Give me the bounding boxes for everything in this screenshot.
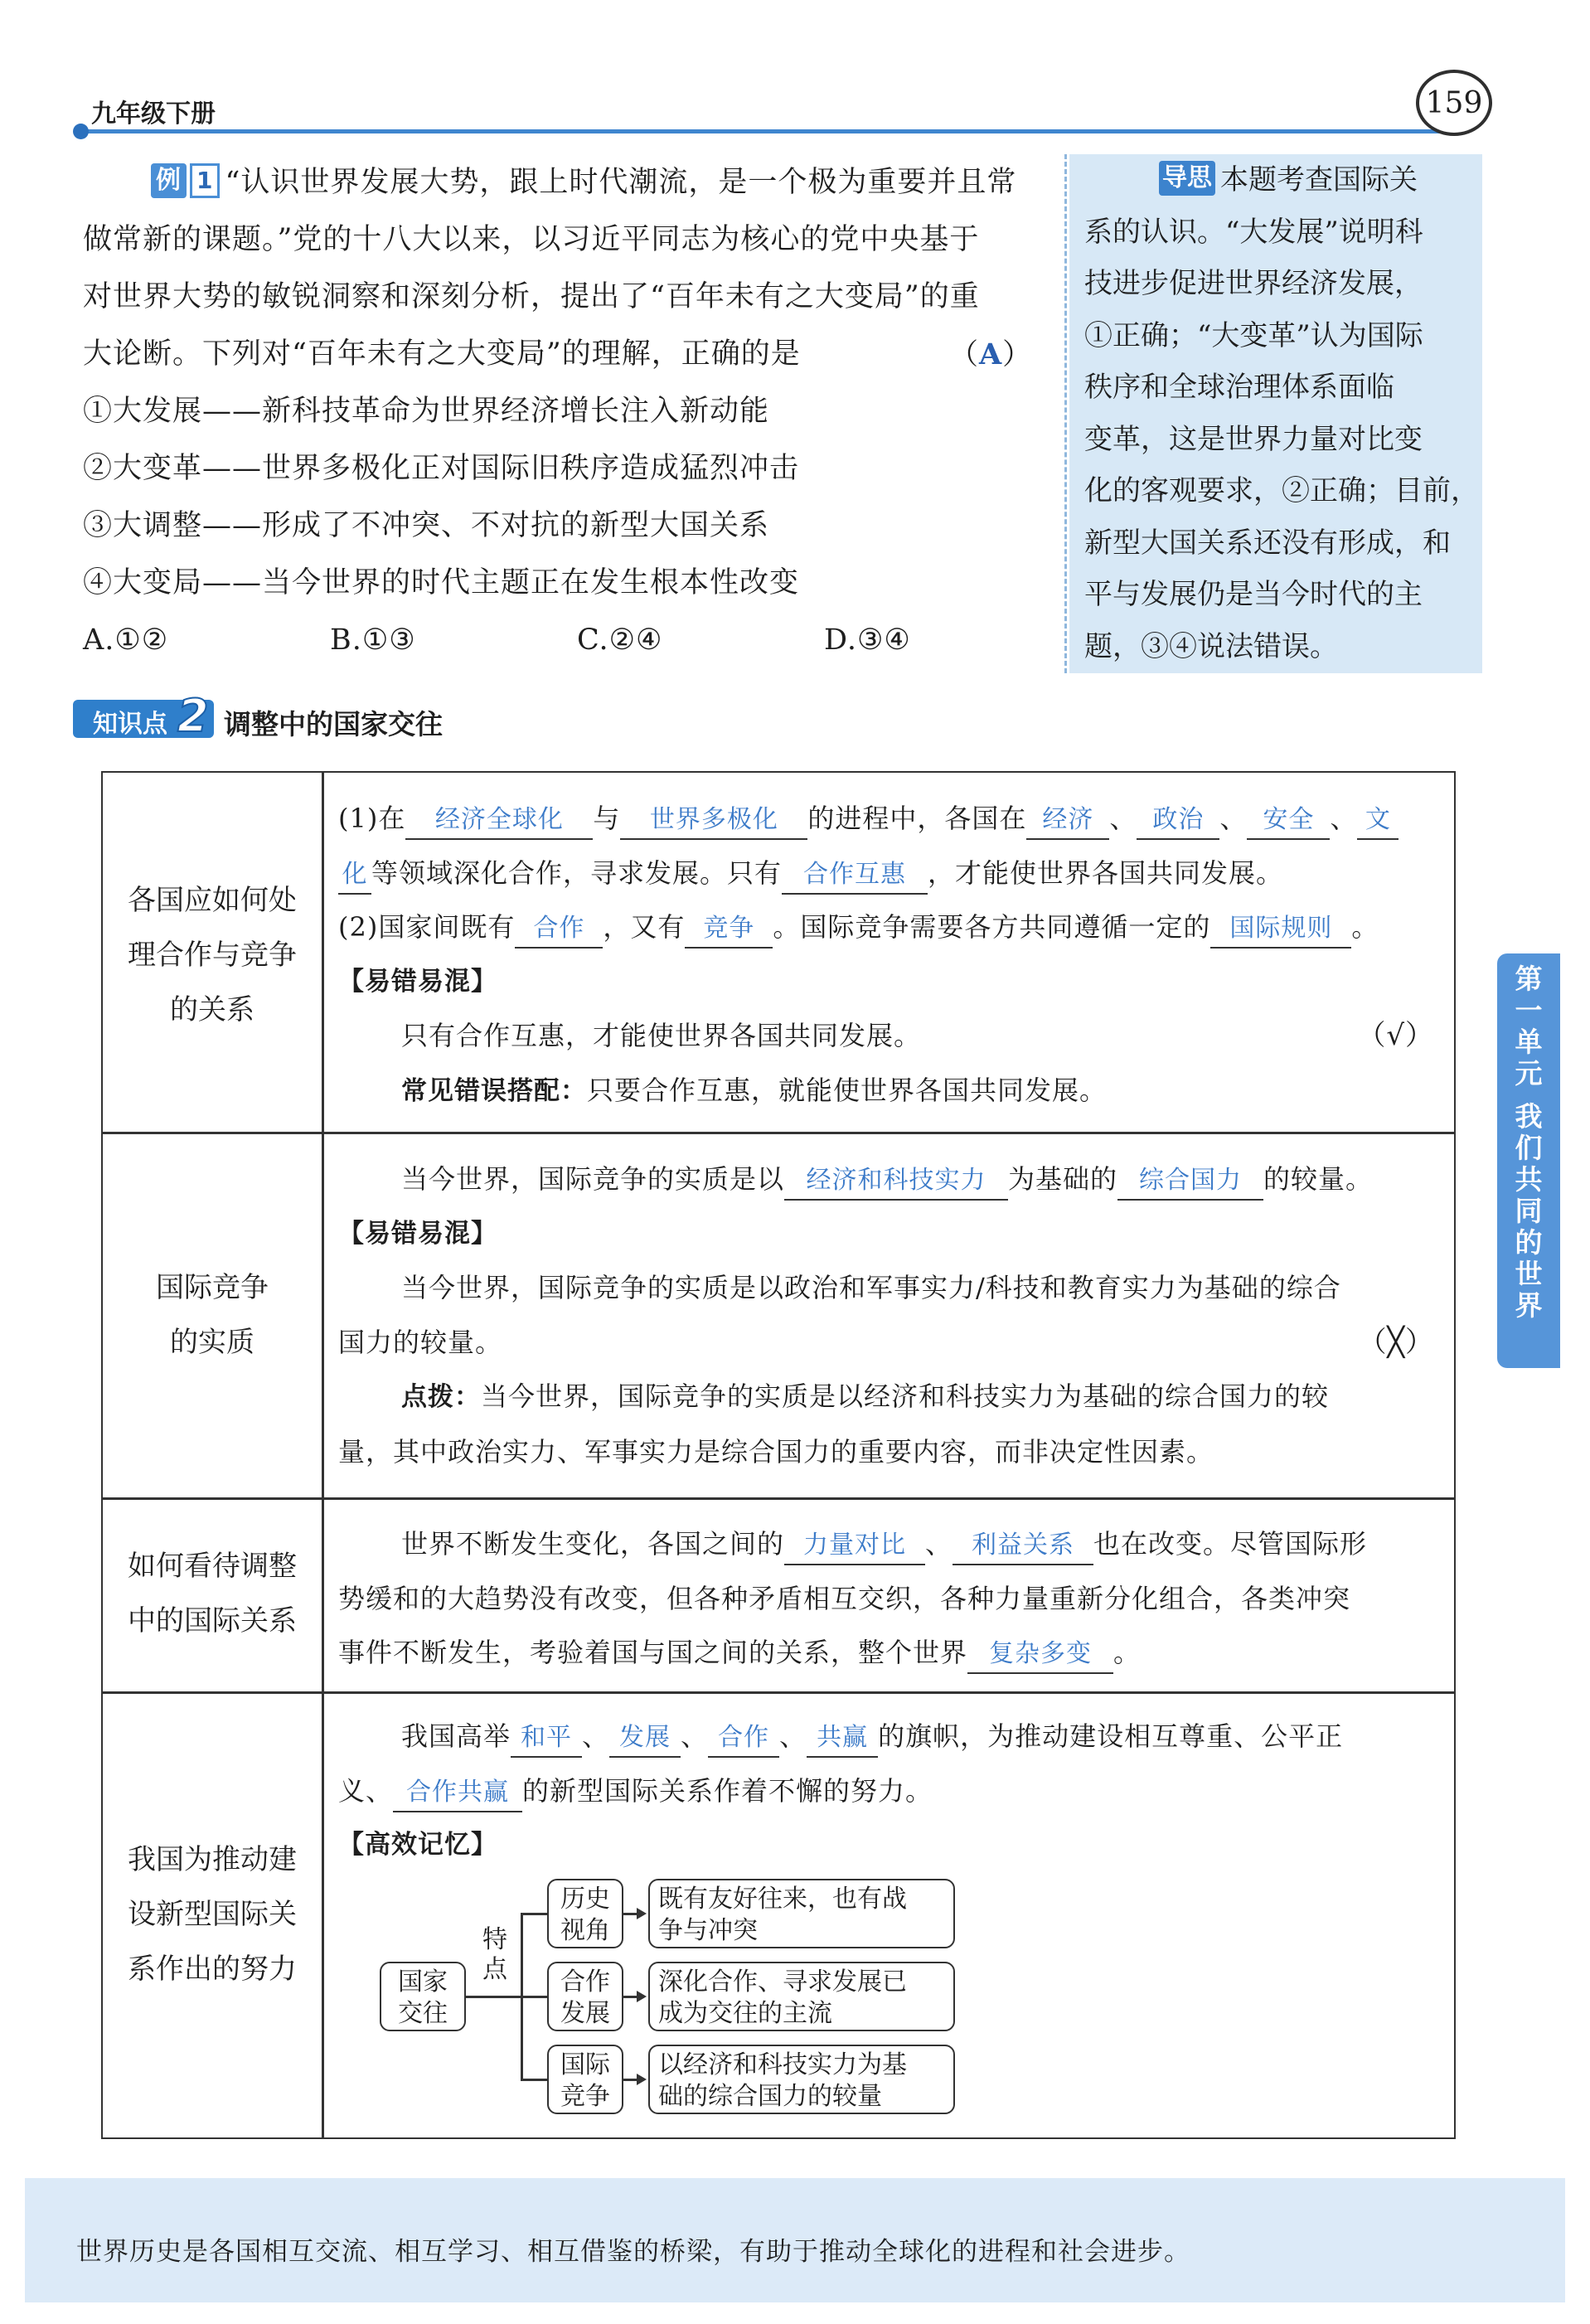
row4-content <box>338 1710 1446 1873</box>
blank: 合作 <box>708 1720 779 1758</box>
example-line-4: 大论断。下列对“百年未有之大变局”的理解，正确的是 <box>83 337 801 371</box>
blank: 复杂多变 <box>967 1636 1113 1674</box>
guide-line-2: 系的认识。“大发展”说明科 <box>1084 215 1423 249</box>
diagram-value-1: 既有友好往来，也有战 争与冲突 <box>648 1879 955 1948</box>
guide-line-3: 技进步促进世界经济发展， <box>1084 267 1423 300</box>
guide-line-7: 化的客观要求，②正确；目前， <box>1084 474 1479 507</box>
row1-line1: (1)在 经济全球化 与 世界多极化 的进程中，各国在 经济 、 政治 、 安全 、 文 <box>338 792 1446 847</box>
row2-label: 【易错易混】 <box>338 1218 497 1249</box>
topic-line: 系作出的努力 <box>128 1953 297 1986</box>
diagram-key-1: 历史 视角 <box>547 1879 623 1948</box>
memory-diagram <box>373 1875 986 2116</box>
connector <box>466 1996 521 1998</box>
guide-box <box>1069 154 1482 673</box>
blank: 经济 <box>1026 802 1109 840</box>
choice-c: C.②④ <box>577 623 663 657</box>
diagram-value-3: 以经济和科技实力为基 础的综合国力的较量 <box>648 2045 955 2114</box>
guide-line-4: ①正确；“大变革”认为国际 <box>1084 318 1423 352</box>
blank: 合作互惠 <box>782 856 928 895</box>
arrow-head <box>637 1908 647 1919</box>
answer-open: （ <box>949 338 980 371</box>
topic-line: 如何看待调整 <box>128 1550 297 1583</box>
connector <box>521 1913 547 1915</box>
blank: 合作共赢 <box>393 1774 522 1812</box>
row-divider-1 <box>101 1132 1456 1134</box>
choice-b: B.①③ <box>330 623 416 657</box>
row1-statement: 只有合作互惠，才能使世界各国共同发展。 （√） <box>338 1009 1446 1064</box>
arrow-head <box>637 1991 647 2002</box>
option-2: ②大变革——世界多极化正对国际旧秩序造成猛烈冲击 <box>83 452 800 485</box>
section-number: 2 <box>177 690 209 742</box>
row1-topic <box>103 873 322 1037</box>
connector <box>521 1996 547 1998</box>
example-number: 1 <box>190 163 220 198</box>
topic-line: 中的国际关系 <box>128 1604 297 1637</box>
row1-line2: 化 等领域深化合作，寻求发展。只有 合作互惠 ，才能使世界各国共同发展。 <box>338 847 1446 901</box>
example-text: “认识世界发展大势，跟上时代潮流，是一个极为重要并且常 <box>225 166 1017 199</box>
guide-separator <box>1064 154 1067 673</box>
row2-content <box>338 1152 1446 1479</box>
correct-mark: （√） <box>1357 1019 1434 1052</box>
arrow-head <box>637 2074 647 2085</box>
guide-line-8: 新型大国关系还没有形成，和 <box>1084 526 1451 560</box>
table-divider <box>322 771 324 2139</box>
row3-line3: 事件不断发生，考验着国与国之间的关系，整个世界 复杂多变 。 <box>338 1626 1446 1681</box>
topic-line: 的关系 <box>170 993 254 1026</box>
answer-bracket <box>949 326 1032 384</box>
guide-tag: 导思 <box>1159 161 1215 196</box>
header-rule <box>83 129 1442 133</box>
row2-tip-2: 量，其中政治实力、军事实力是综合国力的重要内容，而非决定性因素。 <box>338 1435 1214 1468</box>
footer-text: 世界历史是各国相互交流、相互学习、相互借鉴的桥梁，有助于推动全球化的进程和社会进步。 <box>76 2237 1190 2267</box>
answer-letter: A <box>979 337 1003 371</box>
answer-close: ） <box>1002 338 1033 371</box>
section-title: 调整中的国家交往 <box>224 708 443 740</box>
blank: 安全 <box>1247 802 1330 840</box>
topic-line: 设新型国际关 <box>128 1898 297 1931</box>
option-1: ①大发展——新科技革命为世界经济增长注入新动能 <box>83 395 770 428</box>
row3-line1: 世界不断发生变化，各国之间的 力量对比 、 利益关系 也在改变。尽管国际形 <box>338 1517 1446 1572</box>
example-line-1 <box>151 154 1016 211</box>
topic-line: 我国为推动建 <box>128 1843 297 1876</box>
row4-line2: 义、 合作共赢 的新型国际关系作着不懈的努力。 <box>338 1764 1446 1819</box>
unit-side-tab[interactable]: 第 一 单 元 我 们 共 同 的 世 界 <box>1497 953 1560 1368</box>
connector <box>521 2079 547 2081</box>
diagram-key-3: 国际 竞争 <box>547 2045 623 2114</box>
row1-label: 【易错易混】 <box>338 966 497 997</box>
guide-line-6: 变革，这是世界力量对比变 <box>1084 422 1423 456</box>
blank: 化 <box>338 856 371 895</box>
row3-line2: 势缓和的大趋势没有改变，但各种矛盾相互交织，各种力量重新分化组合，各类冲突 <box>338 1582 1351 1614</box>
diagram-value-2: 深化合作、寻求发展已 成为交往的主流 <box>648 1962 955 2031</box>
section-label: 知识点 <box>93 710 167 739</box>
header-dot <box>73 124 89 139</box>
row-divider-2 <box>101 1497 1456 1500</box>
blank: 国际规则 <box>1210 910 1351 949</box>
diagram-mid-label: 特点 <box>482 1925 507 1984</box>
guide-line-10: 题，③④说法错误。 <box>1084 629 1338 663</box>
diagram-key-2: 合作 发展 <box>547 1962 623 2031</box>
row1-line3: (2)国家间既有 合作 ，又有 竞争 。国际竞争需要各方共同遵循一定的 国际规则 。 <box>338 900 1446 955</box>
choice-a: A.①② <box>83 623 169 657</box>
guide-line-5: 秩序和全球治理体系面临 <box>1084 371 1394 404</box>
row-divider-3 <box>101 1691 1456 1694</box>
topic-line: 国际竞争 <box>156 1271 269 1304</box>
blank: 和平 <box>511 1720 582 1758</box>
blank: 经济和科技实力 <box>784 1162 1008 1201</box>
blank: 世界多极化 <box>620 802 807 840</box>
row1-content <box>338 792 1446 1118</box>
wrong-mark: （╳） <box>1358 1325 1434 1359</box>
row2-statement-2: 国力的较量。 （╳） <box>338 1316 1446 1371</box>
guide-line-1 <box>1069 154 1482 206</box>
blank: 文 <box>1357 802 1399 840</box>
guide-line-9: 平与发展仍是当今时代的主 <box>1084 578 1423 611</box>
diagram-root: 国家 交往 <box>380 1962 466 2031</box>
guide-text: 本题考查国际关 <box>1220 163 1418 196</box>
example-line-3: 对世界大势的敏锐洞察和深刻分析，提出了“百年未有之大变局”的重 <box>83 280 980 313</box>
grade-label: 九年级下册 <box>91 99 216 129</box>
blank: 合作 <box>515 910 603 949</box>
row2-topic <box>103 1260 322 1370</box>
blank: 力量对比 <box>784 1527 925 1565</box>
row2-statement-1: 当今世界，国际竞争的实质是以政治和军事实力/科技和教育实力为基础的综合 <box>401 1272 1341 1303</box>
topic-line: 的实质 <box>170 1326 254 1359</box>
row3-content <box>338 1517 1446 1681</box>
row1-common-error: 常见错误搭配：只要合作互惠，就能使世界各国共同发展。 <box>401 1074 1108 1106</box>
choice-d: D.③④ <box>824 623 911 657</box>
page-number: 159 <box>1416 70 1492 136</box>
topic-line: 理合作与竞争 <box>128 939 297 972</box>
row4-label: 【高效记忆】 <box>338 1830 497 1860</box>
blank: 综合国力 <box>1117 1162 1263 1201</box>
row2-line1: 当今世界，国际竞争的实质是以 经济和科技实力 为基础的 综合国力 的较量。 <box>338 1152 1446 1207</box>
blank: 利益关系 <box>953 1527 1093 1565</box>
option-4: ④大变局——当今世界的时代主题正在发生根本性改变 <box>83 566 800 599</box>
blank: 经济全球化 <box>405 802 593 840</box>
blank: 共赢 <box>807 1720 878 1758</box>
row4-topic <box>103 1832 322 1997</box>
row4-line1: 我国高举 和平 、 发展 、 合作 、 共赢 的旗帜，为推动建设相互尊重、公平正 <box>338 1710 1446 1764</box>
option-3: ③大调整——形成了不冲突、不对抗的新型大国关系 <box>83 509 770 542</box>
example-badge: 例 <box>151 163 187 198</box>
blank: 竞争 <box>685 910 773 949</box>
topic-line: 各国应如何处 <box>128 884 297 917</box>
row3-topic <box>103 1539 322 1648</box>
row2-tip-1: 点拨：当今世界，国际竞争的实质是以经济和科技实力为基础的综合国力的较 <box>401 1380 1330 1412</box>
example-line-2: 做常新的课题。”党的十八大以来，以习近平同志为核心的党中央基于 <box>83 223 980 256</box>
blank: 发展 <box>609 1720 681 1758</box>
blank: 政治 <box>1137 802 1219 840</box>
